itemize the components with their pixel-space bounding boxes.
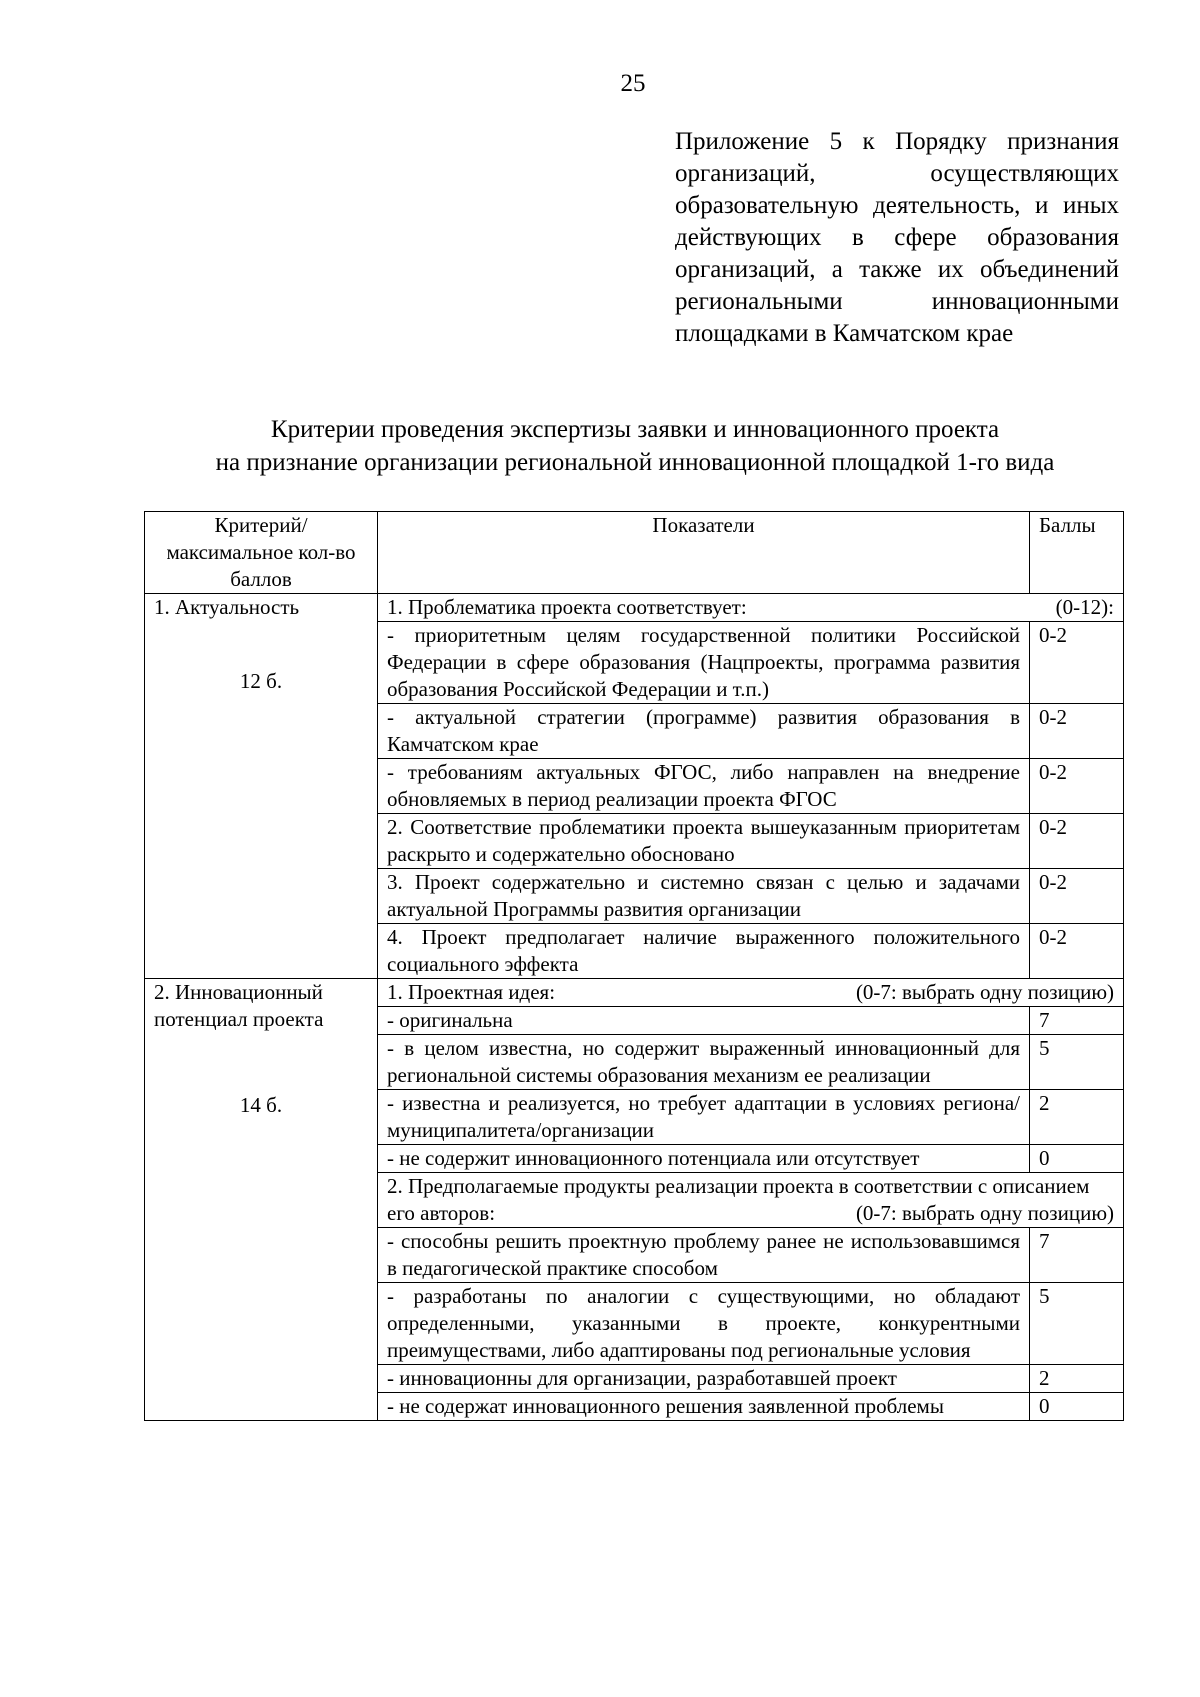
indicator-cell: 2. Соответствие проблематики проекта вышеуказанным приоритетам раскрыто и содержательно обосновано bbox=[378, 814, 1030, 869]
indicator-cell: 4. Проект предполагает наличие выраженного положительного социального эффекта bbox=[378, 924, 1030, 979]
title-line-1: Критерии проведения экспертизы заявки и инновационного проекта bbox=[270, 416, 1000, 443]
points-cell: 5 bbox=[1030, 1283, 1124, 1365]
indicator-cell: - приоритетным целям государственной политики Российской Федерации в сфере образования (Нацпроекты, программа развития образования Российской Федерации и т.п.) bbox=[378, 622, 1030, 704]
criterion-name: 2. Инновационный потенциал проекта bbox=[154, 980, 324, 1031]
indicator-cell: 3. Проект содержательно и системно связан с целью и задачами актуальной Программы развития организации bbox=[378, 869, 1030, 924]
points-cell: 2 bbox=[1030, 1365, 1124, 1393]
criterion-cell bbox=[145, 979, 378, 1421]
points-cell: 0 bbox=[1030, 1145, 1124, 1173]
indicator-group-label: 2. Предполагаемые продукты реализации проекта в соответствии с описанием его авторов: bbox=[387, 1174, 1090, 1225]
indicator-group-range: (0-7: выбрать одну позицию) bbox=[855, 980, 1114, 1004]
indicator-group-line bbox=[387, 979, 1114, 1006]
table-header-row bbox=[145, 512, 1124, 594]
indicator-cell: - способны решить проектную проблему ранее не использовавшимся в педагогической практике способом bbox=[378, 1228, 1030, 1283]
indicator-group-range: (0-12): bbox=[1055, 595, 1114, 619]
points-cell: 0-2 bbox=[1030, 924, 1124, 979]
criterion-name: 1. Актуальность bbox=[154, 595, 300, 619]
indicator-cell: - требованиям актуальных ФГОС, либо направлен на внедрение обновляемых в период реализации проекта ФГОС bbox=[378, 759, 1030, 814]
indicator-group-line bbox=[387, 1173, 1114, 1227]
points-cell: 0-2 bbox=[1030, 704, 1124, 759]
criterion-cell bbox=[145, 594, 378, 979]
indicator-group-cell bbox=[378, 979, 1124, 1007]
indicator-group-cell bbox=[378, 594, 1124, 622]
indicator-cell: - актуальной стратегии (программе) развития образования в Камчатском крае bbox=[378, 704, 1030, 759]
indicator-cell: - не содержит инновационного потенциала или отсутствует bbox=[378, 1145, 1030, 1173]
points-cell: 5 bbox=[1030, 1035, 1124, 1090]
indicator-cell: - разработаны по аналогии с существующими, но обладают определенными, указанными в проекте, конкурентными преимуществами, либо адаптированы под региональные условия bbox=[378, 1283, 1030, 1365]
table-body bbox=[145, 594, 1124, 1421]
appendix-note: Приложение 5 к Порядку признания организаций, осуществляющих образовательную деятельность, и иных действующих в сфере образования организаций, а также их объединений региональными инновационными площадками в Камчатском крае bbox=[675, 128, 1119, 347]
criteria-table bbox=[144, 511, 1124, 1421]
criterion-max-points: 12 б. bbox=[239, 669, 283, 693]
indicator-cell: - в целом известна, но содержит выраженный инновационный для региональной системы образования механизм ее реализации bbox=[378, 1035, 1030, 1090]
header-indicators: Показатели bbox=[378, 512, 1030, 594]
points-cell: 0-2 bbox=[1030, 814, 1124, 869]
points-cell: 0-2 bbox=[1030, 759, 1124, 814]
title-line-2: на признание организации региональной инновационной площадкой 1-го вида bbox=[215, 449, 1055, 476]
document-title bbox=[140, 413, 1130, 479]
indicator-cell: - оригинальна bbox=[378, 1007, 1030, 1035]
indicator-group-cell bbox=[378, 1173, 1124, 1228]
indicator-group-range: (0-7: выбрать одну позицию) bbox=[855, 1201, 1114, 1225]
points-cell: 2 bbox=[1030, 1090, 1124, 1145]
table-row bbox=[145, 979, 1124, 1007]
header-criterion: Критерий/ максимальное кол-во баллов bbox=[145, 512, 378, 594]
indicator-group-line bbox=[387, 594, 1114, 621]
points-cell: 0-2 bbox=[1030, 622, 1124, 704]
indicator-group-label: 1. Проблематика проекта соответствует: bbox=[387, 595, 747, 619]
points-cell: 7 bbox=[1030, 1228, 1124, 1283]
points-cell: 0-2 bbox=[1030, 869, 1124, 924]
table-row bbox=[145, 594, 1124, 622]
page-number: 25 bbox=[620, 70, 646, 97]
criterion-max-points: 14 б. bbox=[239, 1093, 283, 1117]
indicator-cell: - не содержат инновационного решения заявленной проблемы bbox=[378, 1393, 1030, 1421]
indicator-group-label: 1. Проектная идея: bbox=[387, 980, 556, 1004]
points-cell: 0 bbox=[1030, 1393, 1124, 1421]
header-points: Баллы bbox=[1030, 512, 1124, 594]
points-cell: 7 bbox=[1030, 1007, 1124, 1035]
indicator-cell: - инновационны для организации, разработавшей проект bbox=[378, 1365, 1030, 1393]
indicator-cell: - известна и реализуется, но требует адаптации в условиях региона/муниципалитета/организации bbox=[378, 1090, 1030, 1145]
